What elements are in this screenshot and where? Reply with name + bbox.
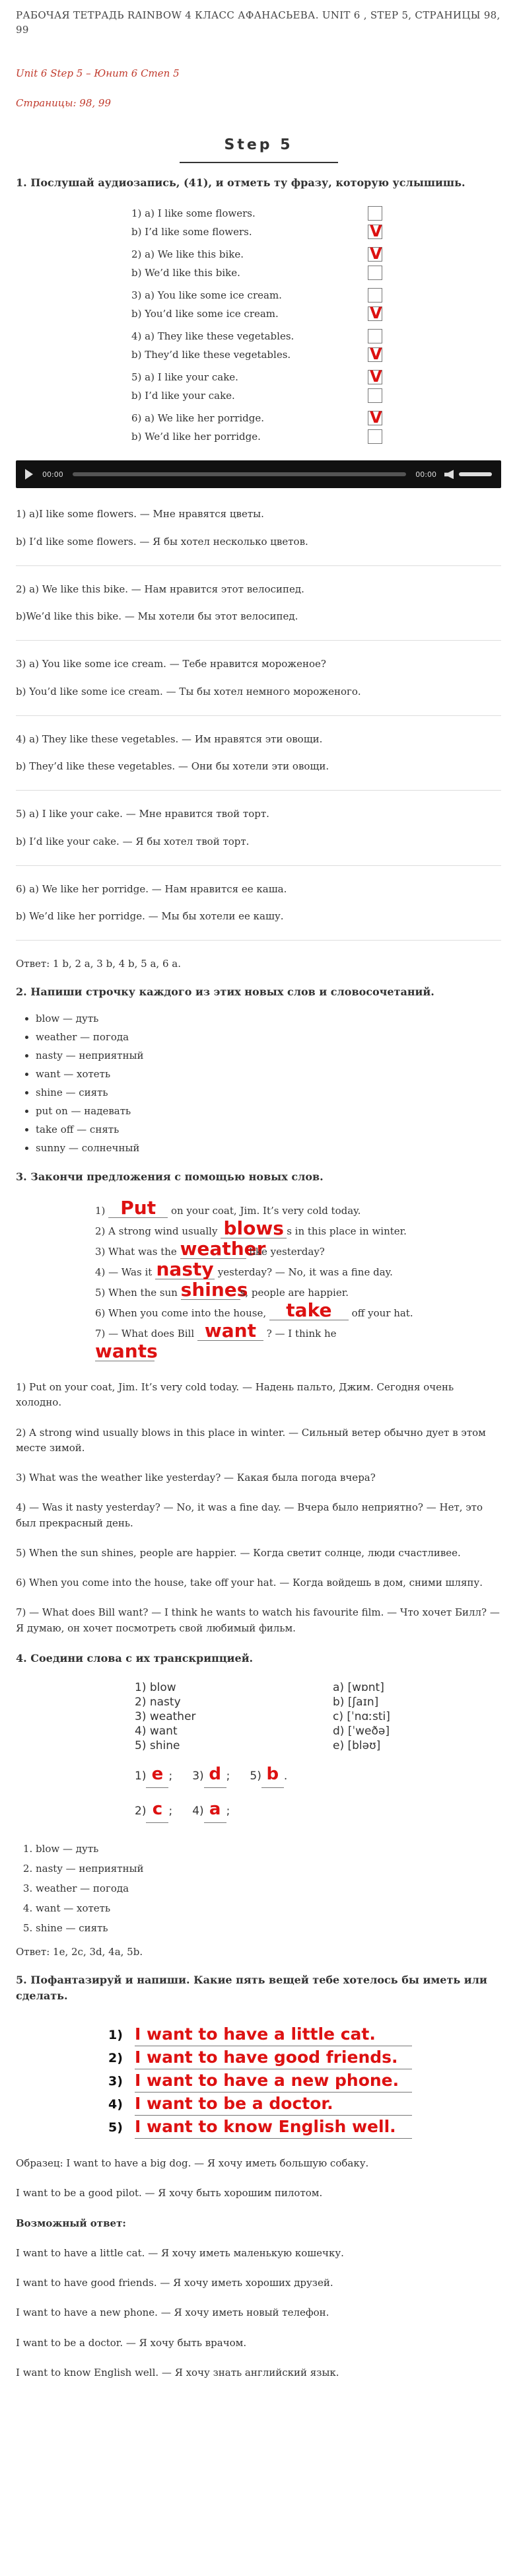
match-transcription: d) [ˈweðə]: [333, 1724, 390, 1738]
sample-line: I want to have a little cat. — Я хочу иметь маленькую кошечку.: [16, 2246, 344, 2259]
match-transcription: b) [ʃaɪn]: [333, 1695, 379, 1709]
check-text: 3) a) You like some ice cream.: [131, 289, 282, 301]
checkbox[interactable]: [368, 266, 382, 280]
check-mark: V: [370, 408, 382, 427]
word-item: 1. blow — дуть: [36, 1839, 501, 1859]
translation-line: 4) a) They like these vegetables. — Им нравятся эти овощи.: [16, 733, 323, 745]
check-pair: [131, 368, 501, 405]
check-text: 6) a) We like her porridge.: [131, 411, 264, 424]
volume-slider[interactable]: [459, 472, 492, 476]
word-item: 3. weather — погода: [36, 1878, 501, 1898]
match-punct: ;: [226, 1805, 230, 1818]
sentence: 1) Put on your coat, Jim. It’s very cold today. — Надень пальто, Джим. Сегодня очень холодно.: [16, 1381, 454, 1409]
match-number: 1): [135, 1769, 147, 1783]
checkbox[interactable]: [368, 206, 382, 221]
audio-progress-bar[interactable]: [73, 472, 407, 476]
check-row: [131, 245, 382, 264]
checkbox[interactable]: [368, 288, 382, 303]
check-text: 5) a) I like your cake.: [131, 371, 238, 383]
exercise-text: s in this place in winter.: [287, 1225, 407, 1238]
separator: [16, 565, 501, 566]
check-pair: [131, 245, 501, 282]
match-number: 5): [250, 1769, 261, 1783]
play-icon[interactable]: [25, 469, 33, 480]
exercise-text: ? — I think he: [263, 1328, 337, 1340]
wish-number: 4): [108, 2096, 123, 2112]
task2-word-list: [36, 1009, 501, 1157]
wish-text: I want to have a new phone.: [135, 2069, 412, 2093]
word-item: • weather — погода: [36, 1028, 501, 1046]
match-transcription: c) [ˈnɑːsti]: [333, 1709, 390, 1723]
translation-line: 2) a) We like this bike. — Нам нравится этот велосипед.: [16, 583, 304, 595]
task4-answer: Ответ: 1e, 2c, 3d, 4a, 5b.: [16, 1946, 143, 1958]
match-letter: d: [204, 1761, 226, 1788]
page-title: РАБОЧАЯ ТЕТРАДЬ RAINBOW 4 КЛАСС АФАНАСЬЕВА. UNIT 6 , STEP 5, СТРАНИЦЫ 98, 99: [16, 9, 500, 36]
check-text: b) You’d like some ice cream.: [131, 307, 279, 320]
match-letter: c: [146, 1796, 168, 1823]
wish-text: I want to be a doctor.: [135, 2093, 412, 2116]
check-pair: [131, 409, 501, 446]
check-row: [131, 204, 382, 223]
checkbox[interactable]: [368, 222, 382, 241]
exercise-text: s, people are happier.: [240, 1287, 349, 1299]
translation-line: b) They’d like these vegetables. — Они бы хотели эти овощи.: [16, 760, 329, 773]
match-word: 4) want: [135, 1724, 178, 1738]
audio-time-start: 00:00: [42, 470, 63, 479]
word-item: • nasty — неприятный: [36, 1046, 501, 1065]
task3-sentences: [16, 1380, 501, 1636]
sample-line: I want to know English well. — Я хочу знать английский язык.: [16, 2366, 339, 2379]
match-punct: .: [283, 1769, 288, 1783]
check-pair: [131, 327, 501, 364]
match-transcription: e) [bləʊ]: [333, 1738, 381, 1752]
separator: [16, 790, 501, 791]
wish-line: [108, 2116, 501, 2139]
sentence: 5) When the sun shines, people are happier. — Когда светит солнце, люди счастливее.: [16, 1546, 461, 1559]
match-number: 3): [192, 1769, 204, 1783]
exercise-line: [95, 1240, 438, 1260]
match-punct: ;: [168, 1769, 173, 1783]
exercise-line: [95, 1301, 438, 1322]
sample-line: Возможный ответ:: [16, 2217, 126, 2229]
match-letter: b: [261, 1761, 284, 1788]
separator: [16, 940, 501, 941]
separator: [16, 865, 501, 866]
audio-time-end: 00:00: [415, 470, 436, 479]
match-letter: e: [146, 1761, 168, 1788]
exercise-text: 7) — What does Bill: [95, 1328, 197, 1340]
translation-line: 5) a) I like your cake. — Мне нравится твой торт.: [16, 808, 269, 820]
check-text: b) We’d like this bike.: [131, 266, 240, 279]
task2-title: 2. Напиши строчку каждого из этих новых слов и словосочетаний.: [16, 985, 434, 998]
separator: [16, 640, 501, 641]
task5-title: 5. Пофантазируй и напиши. Какие пять вещей тебе хотелось бы иметь или сделать.: [16, 1973, 487, 2003]
checkbox[interactable]: [368, 429, 382, 444]
checkbox[interactable]: [368, 306, 382, 321]
checkbox[interactable]: [368, 347, 382, 362]
wish-line: [108, 2069, 501, 2093]
word-item: • take off — снять: [36, 1120, 501, 1139]
wish-text: I want to know English well.: [135, 2116, 412, 2139]
task1-answer: Ответ: 1 b, 2 a, 3 b, 4 b, 5 a, 6 a.: [16, 958, 181, 970]
task5-samples: [16, 2156, 501, 2380]
wish-line: [108, 2093, 501, 2116]
task4-words: [135, 1680, 333, 1753]
step-underline: [180, 162, 338, 163]
match-word: 2) nasty: [135, 1695, 181, 1709]
audio-player[interactable]: [16, 460, 501, 488]
word-item: 2. nasty — неприятный: [36, 1859, 501, 1878]
task1-title: 1. Послушай аудиозапись, (41), и отметь ту фразу, которую услышишь.: [16, 176, 465, 189]
match-answer: [135, 1796, 172, 1823]
check-mark: V: [370, 345, 382, 364]
blank-answer: nasty: [156, 1258, 214, 1281]
match-transcription: a) [wɒnt]: [333, 1680, 384, 1694]
blank-answer: weather: [180, 1238, 266, 1260]
pages-label: Страницы: 98, 99: [16, 97, 112, 110]
exercise-text: 1): [95, 1205, 109, 1217]
wish-text: I want to have good friends.: [135, 2046, 412, 2069]
blank-answer: wants: [95, 1340, 158, 1363]
sample-line: I want to have a new phone. — Я хочу иметь новый телефон.: [16, 2307, 329, 2319]
word-item: • sunny — солнечный: [36, 1139, 501, 1157]
check-mark: V: [370, 222, 382, 241]
exercise-text: 2) A strong wind usually: [95, 1225, 221, 1238]
match-answer: [250, 1761, 287, 1788]
step-title: Step 5: [224, 136, 293, 153]
task3-exercise: [95, 1199, 438, 1363]
sample-line: I want to be a good pilot. — Я хочу быть хорошим пилотом.: [16, 2187, 323, 2200]
match-word: 3) weather: [135, 1709, 196, 1723]
sample-line: I want to have good friends. — Я хочу иметь хороших друзей.: [16, 2277, 333, 2289]
wish-text: I want to have a little cat.: [135, 2023, 412, 2046]
match-punct: ;: [226, 1769, 230, 1783]
match-punct: ;: [168, 1805, 173, 1818]
translation-line: 1) a)I like some flowers. — Мне нравятся цветы.: [16, 508, 264, 520]
translation-line: b) You’d like some ice cream. — Ты бы хотел немного мороженого.: [16, 685, 361, 698]
check-text: b) I’d like some flowers.: [131, 225, 252, 238]
blank-answer: Put: [108, 1199, 168, 1218]
check-row: [131, 223, 382, 241]
word-item: • put on — надевать: [36, 1102, 501, 1120]
sentence: 4) — Was it nasty yesterday? — No, it was a fine day. — Вчера было неприятно? — Нет, это был прекрасный день.: [16, 1501, 483, 1529]
exercise-text: on your coat, Jim. It’s very cold today.: [168, 1205, 361, 1217]
wish-line: [108, 2046, 501, 2069]
sample-line: Образец: I want to have a big dog. — Я хочу иметь большую собаку.: [16, 2157, 369, 2170]
check-pair: [131, 204, 501, 241]
check-text: 4) a) They like these vegetables.: [131, 330, 294, 342]
exercise-line: [95, 1219, 438, 1240]
check-text: b) We’d like her porridge.: [131, 430, 261, 443]
exercise-text: 3) What was the: [95, 1246, 180, 1258]
translation-line: b)We’d like this bike. — Мы хотели бы этот велосипед.: [16, 610, 298, 623]
match-answer-row: [135, 1796, 501, 1823]
exercise-line: [95, 1199, 438, 1219]
match-answer-row: [135, 1761, 501, 1788]
check-row: [131, 345, 382, 364]
match-word: 5) shine: [135, 1738, 180, 1752]
check-row: [131, 304, 382, 323]
exercise-line: [95, 1281, 438, 1301]
blank-answer: blows: [221, 1219, 287, 1238]
check-row: [131, 409, 382, 427]
translation-line: b) I’d like your cake. — Я бы хотел твой торт.: [16, 835, 250, 847]
exercise-line: [95, 1342, 438, 1363]
separator: [16, 715, 501, 716]
word-item: 5. shine — сиять: [36, 1918, 501, 1938]
check-mark: V: [370, 367, 382, 386]
check-row: [131, 427, 382, 446]
match-letter: a: [204, 1796, 226, 1823]
sentence: 2) A strong wind usually blows in this place in winter. — Сильный ветер обычно дует в этом месте зимой.: [16, 1426, 486, 1454]
checkbox[interactable]: [368, 244, 382, 264]
task1-translations: [16, 507, 501, 941]
sample-line: I want to be a doctor. — Я хочу быть врачом.: [16, 2336, 247, 2349]
exercise-text: 5) When the sun: [95, 1287, 181, 1299]
exercise-text: like yesterday?: [246, 1246, 325, 1258]
sentence: 3) What was the weather like yesterday? — Какая была погода вчера?: [16, 1472, 376, 1484]
match-answer: [192, 1796, 230, 1823]
checkbox[interactable]: [368, 388, 382, 403]
task3-title: 3. Закончи предложения с помощью новых слов.: [16, 1170, 324, 1184]
check-mark: V: [370, 244, 382, 264]
wish-number: 2): [108, 2050, 123, 2065]
check-text: 1) a) I like some flowers.: [131, 207, 256, 219]
sentence: 7) — What does Bill want? — I think he wants to watch his favourite film. — Что хочет Билл? — Я думаю, он хочет посмотреть свой любимый фильм.: [16, 1606, 500, 1634]
check-pair: [131, 286, 501, 323]
wish-number: 3): [108, 2073, 123, 2089]
exercise-text: 4) — Was it: [95, 1266, 156, 1279]
checkbox[interactable]: [368, 408, 382, 427]
task4-match-table: [135, 1680, 501, 1753]
wish-line: [108, 2023, 501, 2046]
blank-answer: shines: [180, 1279, 248, 1301]
task4-transcriptions: [333, 1680, 390, 1753]
check-mark: V: [370, 304, 382, 323]
exercise-text: yesterday? — No, it was a fine day.: [215, 1266, 393, 1279]
task5-wishes: [108, 2023, 501, 2139]
translation-line: 3) a) You like some ice cream. — Тебе нравится мороженое?: [16, 658, 326, 670]
exercise-line: [95, 1260, 438, 1281]
word-item: • blow — дуть: [36, 1009, 501, 1028]
check-row: [131, 386, 382, 405]
word-item: • want — хотеть: [36, 1065, 501, 1083]
check-text: 2) a) We like this bike.: [131, 248, 244, 260]
breadcrumb: Unit 6 Step 5 – Юнит 6 Степ 5: [16, 67, 180, 79]
match-word: 1) blow: [135, 1680, 176, 1694]
blank-answer: take: [269, 1301, 349, 1320]
exercise-text: off your hat.: [348, 1307, 413, 1320]
task4-title: 4. Соедини слова с их транскрипцией.: [16, 1651, 254, 1664]
wish-number: 1): [108, 2027, 123, 2042]
task4-word-list: [36, 1839, 501, 1938]
translation-line: 6) a) We like her porridge. — Нам нравится ее каша.: [16, 882, 287, 895]
check-text: b) I’d like your cake.: [131, 389, 235, 402]
task1-checklist: [131, 204, 501, 446]
check-row: [131, 368, 382, 386]
exercise-text: 6) When you come into the house,: [95, 1307, 269, 1320]
check-row: [131, 264, 382, 282]
match-answer: [135, 1761, 172, 1788]
check-text: b) They’d like these vegetables.: [131, 348, 291, 361]
word-item: 4. want — хотеть: [36, 1898, 501, 1918]
task4-answers: [16, 1761, 501, 1824]
word-item: • shine — сиять: [36, 1083, 501, 1102]
match-answer: [192, 1761, 230, 1788]
checkbox[interactable]: [368, 329, 382, 343]
translation-line: b) We’d like her porridge. — Мы бы хотели ее кашу.: [16, 910, 284, 923]
checkbox[interactable]: [368, 367, 382, 386]
translation-line: b) I’d like some flowers. — Я бы хотел несколько цветов.: [16, 535, 308, 548]
check-row: [131, 286, 382, 304]
sentence: 6) When you come into the house, take off your hat. — Когда войдешь в дом, сними шляпу.: [16, 1577, 483, 1589]
wish-number: 5): [108, 2120, 123, 2135]
match-number: 2): [135, 1805, 147, 1818]
exercise-line: [95, 1322, 438, 1342]
check-row: [131, 327, 382, 345]
match-number: 4): [192, 1805, 204, 1818]
blank-answer: want: [197, 1322, 263, 1341]
volume-icon[interactable]: [444, 470, 454, 479]
